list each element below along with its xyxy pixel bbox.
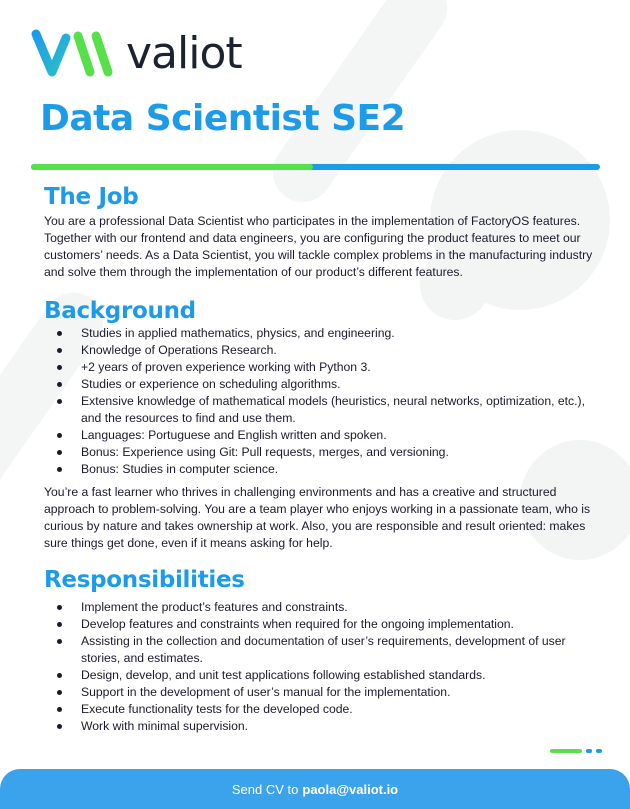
list-item: Languages: Portuguese and English written and spoken. bbox=[44, 427, 604, 444]
job-title: Data Scientist SE2 bbox=[40, 98, 406, 139]
valiot-logo-mark bbox=[30, 28, 116, 80]
list-item: Work with minimal supervision. bbox=[44, 718, 604, 735]
background-list bbox=[44, 325, 604, 478]
indicator-active bbox=[550, 749, 582, 753]
indicator-dot bbox=[586, 749, 592, 753]
list-item: Design, develop, and unit test applications following established standards. bbox=[44, 667, 604, 684]
list-item: Assisting in the collection and documentation of user’s requirements, development of user stories, and estimates. bbox=[44, 633, 604, 667]
footer-prefix: Send CV to bbox=[231, 781, 299, 797]
responsibilities-list bbox=[44, 599, 604, 735]
section-heading-job: The Job bbox=[44, 184, 139, 210]
list-item: Support in the development of user’s manual for the implementation. bbox=[44, 684, 604, 701]
brand-name: valiot bbox=[126, 28, 242, 79]
list-item: Knowledge of Operations Research. bbox=[44, 342, 604, 359]
list-item: Studies or experience on scheduling algorithms. bbox=[44, 376, 604, 393]
list-item: Develop features and constraints when required for the ongoing implementation. bbox=[44, 616, 604, 633]
list-item: Bonus: Experience using Git: Pull requests, merges, and versioning. bbox=[44, 444, 604, 461]
list-item: Extensive knowledge of mathematical models (heuristics, neural networks, optimization, etc.), and the resources to find and use them. bbox=[44, 393, 604, 427]
section-heading-responsibilities: Responsibilities bbox=[44, 567, 245, 593]
footer-banner bbox=[0, 769, 630, 809]
job-description: You are a professional Data Scientist who participates in the implementation of FactoryOS features. Together with our frontend and data engineers, you are configuring the product features to meet our customers’ needs. As a Data Scientist, you will tackle complex problems in the manufacturing industry and solve them through the implementation of our product’s different features. bbox=[44, 214, 593, 279]
valiot-logo bbox=[30, 28, 242, 80]
list-item: Implement the product’s features and constraints. bbox=[44, 599, 604, 616]
list-item: Studies in applied mathematics, physics, and engineering. bbox=[44, 325, 604, 342]
contact-email[interactable]: paola@valiot.io bbox=[302, 781, 399, 797]
page-indicator bbox=[550, 749, 602, 753]
list-item: +2 years of proven experience working with Python 3. bbox=[44, 359, 604, 376]
indicator-dot bbox=[596, 749, 602, 753]
list-item: Execute functionality tests for the developed code. bbox=[44, 701, 604, 718]
candidate-profile: You’re a fast learner who thrives in challenging environments and has a creative and structured approach to problem-solving. You are a team player who enjoys working in a passionate team, who is curious by nature and takes ownership at work. Also, you are responsible and result oriented: makes sure things get done, even if it means asking for help. bbox=[44, 485, 591, 550]
list-item: Bonus: Studies in computer science. bbox=[44, 461, 604, 478]
section-heading-background: Background bbox=[44, 298, 196, 324]
title-underline bbox=[31, 164, 600, 170]
